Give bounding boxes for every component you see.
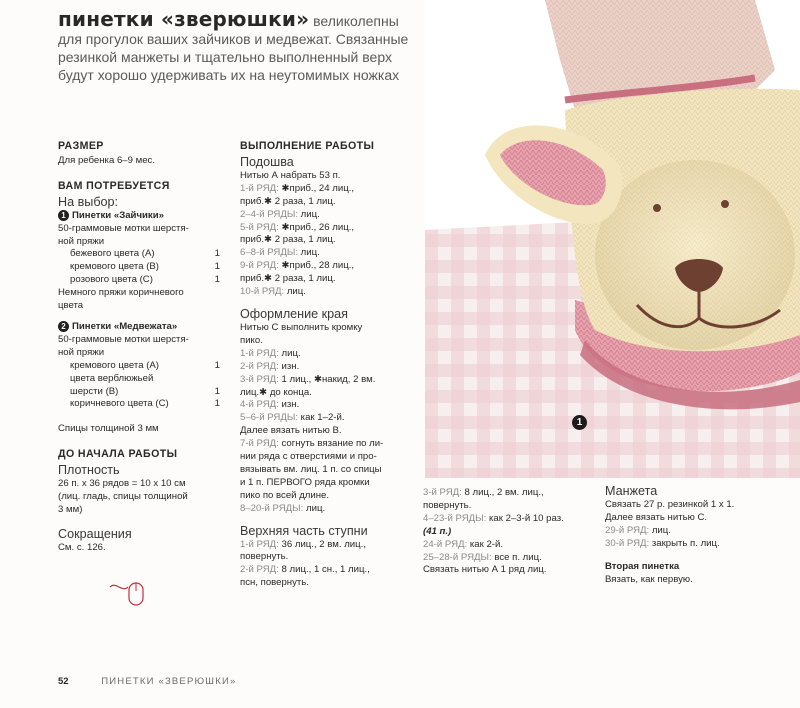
row-label: 4–23-й РЯДЫ:	[423, 512, 487, 524]
edge-instruction-line	[240, 438, 415, 451]
column-continued	[423, 487, 593, 577]
upper-instructions	[240, 539, 415, 591]
continued-instruction-line	[423, 513, 593, 526]
sole-subheading: Подошва	[240, 154, 294, 169]
page-number: 52	[58, 676, 69, 687]
option2-item-2-line1: цвета верблюжьей	[70, 372, 154, 384]
mouse-cursor-icon	[108, 577, 146, 607]
row-text: Далее вязать нитью В.	[240, 425, 342, 437]
bunny-bootie-photo	[425, 0, 800, 478]
sole-instruction-line	[240, 260, 415, 273]
cuff-instruction-line	[605, 525, 785, 538]
row-text: приб.✱ 2 раза, 1 лиц.	[240, 273, 336, 285]
row-text: вязывать вм. лиц. 1 п. со спицы	[240, 463, 382, 475]
row-text: лиц.	[303, 502, 326, 514]
column-instructions	[240, 140, 415, 590]
gauge-line3: 3 мм)	[58, 503, 83, 515]
row-label: 5–6-й РЯДЫ:	[240, 412, 298, 424]
row-text: лиц.✱ до конца.	[240, 386, 312, 398]
edge-instruction-line	[240, 451, 415, 464]
cuff-subheading: Манжета	[605, 484, 658, 498]
row-text: пико.	[240, 334, 263, 346]
row-label: 2-й РЯД:	[240, 360, 279, 372]
cuff-instruction-line	[605, 512, 785, 525]
row-text: Далее вязать нитью С.	[605, 511, 708, 523]
option1-title-row	[58, 210, 228, 223]
page-title: пинетки «зверюшки»	[58, 7, 310, 31]
row-label: 1-й РЯД:	[240, 182, 279, 194]
row-label: 4-й РЯД:	[240, 399, 279, 411]
row-label: 24-й РЯД:	[423, 538, 468, 550]
option1-yarn-line1: 50-граммовые мотки шерстя-	[58, 222, 189, 234]
row-label: 30-й РЯД:	[605, 537, 650, 549]
gauge-line1: 26 п. х 36 рядов = 10 х 10 см	[58, 478, 186, 490]
row-text: 8 лиц., 2 вм. лиц.,	[461, 487, 544, 498]
edge-instruction-line	[240, 412, 415, 425]
row-text: изн.	[278, 399, 300, 411]
edge-subheading: Оформление края	[240, 306, 349, 321]
row-text: лиц.	[649, 524, 671, 536]
row-text: как 2–3-й 10 раз.	[486, 512, 564, 524]
row-text: 36 лиц., 2 вм. лиц.,	[278, 538, 366, 550]
option2-number-badge: 2	[58, 321, 69, 332]
row-label: 9-й РЯД:	[240, 260, 279, 272]
row-text: ✱приб., 28 лиц.,	[278, 260, 355, 272]
cuff-instruction-line	[605, 538, 785, 551]
row-text: 8 лиц., 1 сн., 1 лиц.,	[278, 564, 370, 576]
edge-instruction-line	[240, 503, 415, 516]
edge-instruction-line	[240, 322, 415, 335]
row-text: закрыть п. лиц.	[649, 537, 720, 549]
sole-instruction-line	[240, 222, 415, 235]
second-bootie-heading: Вторая пинетка	[605, 560, 680, 572]
intro-text: великолепны для прогулок ваших зайчиков и медвежат. Связанные резинкой манжеты и тщательно выполненный верх будут хорошо удерживать их на неутомимых ножках	[58, 13, 409, 83]
size-heading: РАЗМЕР	[58, 140, 104, 152]
row-label: 29-й РЯД:	[605, 524, 650, 536]
second-bootie-text: Вязать, как первую.	[605, 573, 693, 585]
option2-item-1: кремового цвета (А) 1	[70, 359, 220, 371]
option1-extra-line1: Немного пряжи коричневого	[58, 287, 184, 299]
upper-instruction-line	[240, 539, 415, 552]
upper-instruction-line	[240, 551, 415, 564]
row-text: согнуть вязание по ли-	[278, 438, 384, 450]
row-text: Нитью А набрать 53 п.	[240, 169, 341, 181]
option2-title: Пинетки «Медвежата»	[72, 320, 178, 332]
before-start-heading: ДО НАЧАЛА РАБОТЫ	[58, 448, 178, 461]
option2-yarn-line2: ной пряжи	[58, 346, 105, 358]
column-materials	[58, 140, 228, 555]
gauge-subheading: Плотность	[58, 463, 120, 478]
row-text: 1 лиц., ✱накид, 2 вм.	[278, 373, 376, 385]
row-text: и 1 п. ПЕРВОГО ряда кромки	[240, 476, 370, 488]
row-text: нии ряда с отверстиями и про-	[240, 451, 377, 463]
option2-yarn-line1: 50-граммовые мотки шерстя-	[58, 333, 189, 345]
sole-instruction-line	[240, 234, 415, 247]
option2-title-row	[58, 321, 228, 334]
row-label: 5-й РЯД:	[240, 221, 279, 233]
edge-instruction-line	[240, 464, 415, 477]
upper-instruction-line	[240, 564, 415, 577]
option1-yarn-line2: ной пряжи	[58, 235, 105, 247]
materials-heading: ВАМ ПОТРЕБУЕТСЯ	[58, 179, 170, 192]
continued-instruction-line	[423, 526, 593, 539]
row-text: псн, повернуть.	[240, 577, 309, 589]
row-text: Нитью С выполнить кромку	[240, 321, 363, 333]
row-text: как 2-й.	[467, 538, 503, 550]
gauge-line2: (лиц. гладь, спицы толщиной	[58, 491, 188, 503]
cuff-instruction-line	[605, 499, 785, 512]
edge-instruction-line	[240, 361, 415, 374]
edge-instruction-line	[240, 348, 415, 361]
option1-item-1: бежевого цвета (А) 1	[70, 248, 220, 260]
option2-item-2: шерсти (В) 1	[70, 385, 220, 397]
continued-instruction-line	[423, 564, 593, 577]
row-label: 6–8-й РЯДЫ:	[240, 247, 298, 259]
abbreviations-subheading: Сокращения	[58, 526, 132, 541]
row-text: как 1–2-й.	[298, 412, 345, 424]
row-label: 3-й РЯД:	[423, 487, 462, 498]
upper-instruction-line	[240, 577, 415, 590]
row-label: 7-й РЯД:	[240, 438, 279, 450]
bootie-illustration	[425, 0, 800, 478]
row-text: повернуть.	[240, 551, 289, 563]
row-text: лиц.	[278, 347, 301, 359]
sole-instruction-line	[240, 209, 415, 222]
row-stitch-count: (41 п.)	[423, 525, 452, 537]
row-text: лиц.	[284, 286, 306, 298]
row-label: 8–20-й РЯДЫ:	[240, 502, 304, 514]
edge-instructions	[240, 322, 415, 516]
sole-instruction-line	[240, 247, 415, 260]
row-text: Связать 27 р. резинкой 1 х 1.	[605, 499, 735, 510]
row-label: 3-й РЯД:	[240, 373, 279, 385]
row-label: 2–4-й РЯДЫ:	[240, 208, 298, 220]
row-text: Связать нитью А 1 ряд лиц.	[423, 564, 547, 576]
row-text: лиц.	[298, 208, 320, 220]
option1-extra-line2: цвета	[58, 300, 84, 312]
row-text: все п. лиц.	[491, 551, 542, 563]
sole-instructions	[240, 170, 415, 299]
abbreviations-ref: См. с. 126.	[58, 541, 106, 553]
running-title: ПИНЕТКИ «ЗВЕРЮШКИ»	[101, 676, 237, 687]
option2-item-3: коричневого цвета (С) 1	[70, 398, 220, 410]
sole-instruction-line	[240, 286, 415, 299]
sole-instruction-line	[240, 170, 415, 183]
upper-subheading: Верхняя часть ступни	[240, 523, 368, 538]
edge-instruction-line	[240, 387, 415, 400]
row-text: ✱приб., 24 лиц.,	[278, 182, 355, 194]
option1-number-badge: 1	[58, 210, 69, 221]
row-text: приб.✱ 2 раза, 1 лиц.	[240, 195, 336, 207]
edge-instruction-line	[240, 399, 415, 412]
sole-instruction-line	[240, 196, 415, 209]
edge-instruction-line	[240, 374, 415, 387]
row-text: пико по всей длине.	[240, 489, 330, 501]
column-cuff	[605, 484, 785, 586]
continued-instruction-line	[423, 552, 593, 565]
needles-text: Спицы толщиной 3 мм	[58, 423, 159, 435]
row-label: 1-й РЯД:	[240, 538, 279, 550]
sole-instruction-line	[240, 183, 415, 196]
edge-instruction-line	[240, 490, 415, 503]
page-footer	[58, 676, 236, 687]
row-label: 2-й РЯД:	[240, 564, 279, 576]
intro-block	[58, 7, 418, 84]
continued-instruction-line	[423, 487, 593, 500]
edge-instruction-line	[240, 335, 415, 348]
cuff-instructions	[605, 499, 785, 551]
row-text: ✱приб., 26 лиц.,	[278, 221, 355, 233]
materials-choice: На выбор:	[58, 194, 119, 209]
continued-instruction-line	[423, 500, 593, 513]
sole-instruction-line	[240, 273, 415, 286]
row-label: 10-й РЯД:	[240, 286, 285, 298]
row-label: 25–28-й РЯДЫ:	[423, 551, 492, 563]
option1-item-3: розового цвета (С) 1	[70, 274, 220, 286]
photo-number-badge: 1	[572, 415, 587, 430]
edge-instruction-line	[240, 477, 415, 490]
row-text: повернуть.	[423, 499, 472, 511]
work-heading: ВЫПОЛНЕНИЕ РАБОТЫ	[240, 140, 375, 152]
row-label: 1-й РЯД:	[240, 347, 279, 359]
row-text: лиц.	[298, 247, 320, 259]
continued-instruction-line	[423, 539, 593, 552]
row-text: приб.✱ 2 раза, 1 лиц.	[240, 234, 336, 246]
continued-instructions	[423, 487, 593, 577]
size-value: Для ребенка 6–9 мес.	[58, 154, 156, 166]
edge-instruction-line	[240, 425, 415, 438]
option1-item-2: кремового цвета (В) 1	[70, 261, 220, 273]
row-text: изн.	[278, 360, 300, 372]
option1-title: Пинетки «Зайчики»	[72, 209, 164, 221]
